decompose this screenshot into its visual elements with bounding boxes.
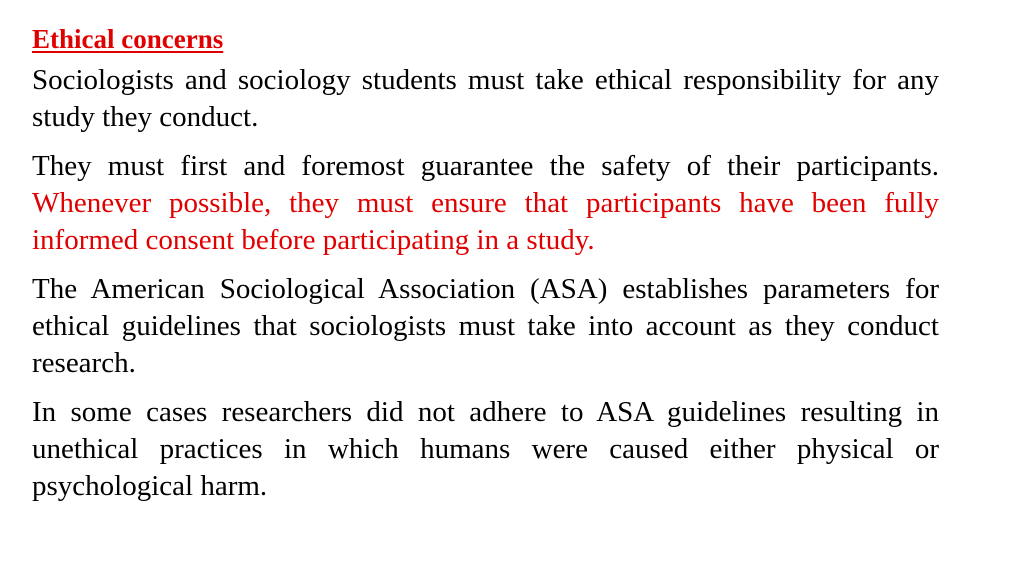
slide-content [32,20,939,517]
paragraph-unethical-practices: In some cases researchers did not adhere to ASA guidelines resulting in unethical practices in which humans were caused either physical or psychological harm. [32,396,939,502]
paragraph-asa-guidelines: The American Sociological Association (ASA) establishes parameters for ethical guidelines that sociologists must take into account as they conduct research. [32,273,939,379]
consent-highlight-text: Whenever possible, they must ensure that participants have been fully informed consent before participating in a study. [32,187,939,256]
safety-text: They must first and foremost guarantee the safety of their participants. [32,150,939,182]
slide-title: Ethical concerns [32,24,224,54]
paragraph-responsibility: Sociologists and sociology students must take ethical responsibility for any study they conduct. [32,64,939,133]
paragraph-safety-consent [32,148,939,259]
